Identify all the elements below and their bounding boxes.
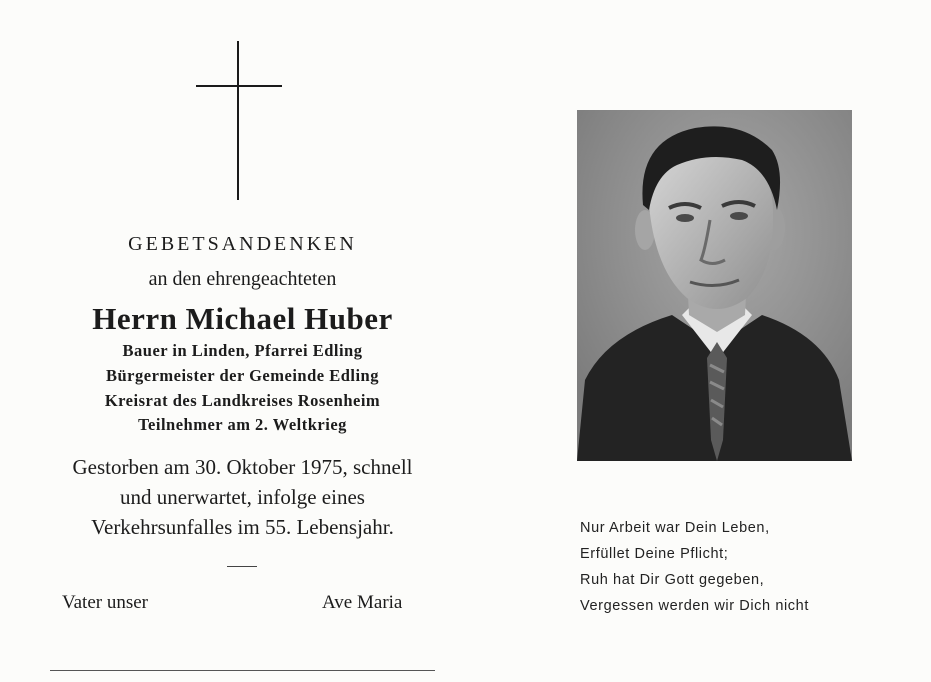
card-heading: GEBETSANDENKEN — [128, 233, 357, 255]
divider-dash — [227, 566, 257, 567]
poem-line: Erfüllet Deine Pflicht; — [580, 546, 729, 562]
prayer-vater-unser: Vater unser — [62, 592, 148, 613]
title-line: Bauer in Linden, Pfarrei Edling — [122, 341, 363, 360]
prayer-ave-maria: Ave Maria — [322, 592, 403, 613]
obituary-line: Gestorben am 30. Oktober 1975, schnell — [72, 455, 413, 479]
obituary-line: und unerwartet, infolge eines — [120, 485, 365, 509]
cross-vertical-bar — [237, 41, 239, 200]
poem-line: Vergessen werden wir Dich nicht — [580, 598, 809, 614]
intro-text: an den ehrengeachteten — [148, 268, 337, 290]
obituary-line: Verkehrsunfalles im 55. Lebensjahr. — [91, 515, 394, 539]
title-line: Kreisrat des Landkreises Rosenheim — [104, 391, 381, 410]
bottom-rule — [50, 670, 435, 671]
portrait-photo — [577, 110, 852, 461]
title-line: Teilnehmer am 2. Weltkrieg — [138, 415, 347, 434]
deceased-name: Herrn Michael Huber — [92, 301, 393, 336]
cross-horizontal-bar — [196, 85, 282, 87]
poem-line: Ruh hat Dir Gott gegeben, — [580, 572, 765, 588]
poem-line: Nur Arbeit war Dein Leben, — [580, 520, 770, 536]
title-line: Bürgermeister der Gemeinde Edling — [106, 366, 379, 385]
